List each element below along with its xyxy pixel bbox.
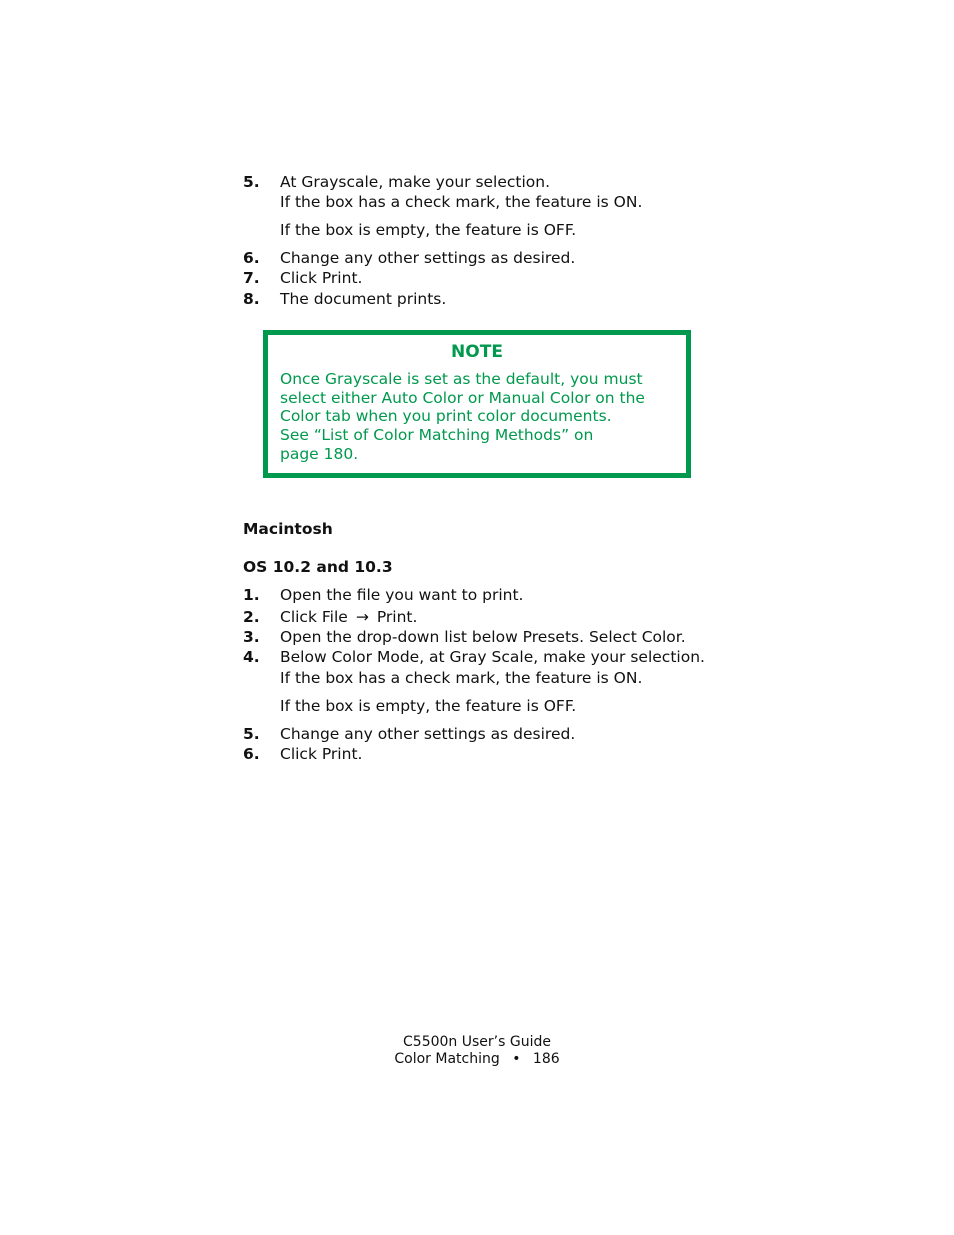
- step-text: Click Print.: [280, 745, 363, 763]
- note-box: [263, 330, 691, 478]
- step-text: Change any other settings as desired.: [280, 249, 576, 267]
- footer-section: Color Matching: [394, 1051, 500, 1067]
- step-number: 5.: [243, 725, 260, 743]
- step-text: The document prints.: [280, 290, 447, 308]
- step-text-after: Print.: [376, 608, 418, 626]
- step-number: 2.: [243, 608, 260, 626]
- note-line: See “List of Color Matching Methods” on: [280, 426, 594, 444]
- step-number: 4.: [243, 648, 260, 666]
- note-line: select either Auto Color or Manual Color on the: [280, 389, 645, 407]
- step-text: At Grayscale, make your selection.: [280, 173, 551, 191]
- bullet-icon: •: [512, 1051, 521, 1067]
- step-number: 6.: [243, 745, 260, 763]
- footer-page-info: [0, 1050, 954, 1068]
- step-subtext: If the box is empty, the feature is OFF.: [280, 697, 577, 715]
- note-title: NOTE: [451, 342, 503, 362]
- section-subheading: OS 10.2 and 10.3: [243, 558, 393, 576]
- step-number: 1.: [243, 586, 260, 604]
- step-number: 7.: [243, 269, 260, 287]
- step-text: Open the file you want to print.: [280, 586, 524, 604]
- step-subtext: If the box has a check mark, the feature is ON.: [280, 193, 643, 211]
- footer-page-number: 186: [532, 1051, 560, 1067]
- step-text: Click Print.: [280, 269, 363, 287]
- note-line: page 180.: [280, 445, 359, 463]
- step-number: 6.: [243, 249, 260, 267]
- section-heading: Macintosh: [243, 520, 333, 538]
- step-number: 8.: [243, 290, 260, 308]
- step-number: 3.: [243, 628, 260, 646]
- right-arrow-icon: →: [355, 608, 369, 626]
- step-text: Below Color Mode, at Gray Scale, make your selection.: [280, 648, 705, 666]
- step-text: Change any other settings as desired.: [280, 725, 576, 743]
- note-line: Once Grayscale is set as the default, you must: [280, 370, 643, 388]
- step-text-before: Click File: [280, 608, 348, 626]
- step-text: Open the drop-down list below Presets. Select Color.: [280, 628, 686, 646]
- note-line: Color tab when you print color documents.: [280, 407, 612, 425]
- step-number: 5.: [243, 173, 260, 191]
- step-subtext: If the box has a check mark, the feature is ON.: [280, 669, 643, 687]
- step-text: [280, 607, 417, 627]
- step-subtext: If the box is empty, the feature is OFF.: [280, 221, 577, 239]
- footer-guide-title: C5500n User’s Guide: [403, 1034, 551, 1050]
